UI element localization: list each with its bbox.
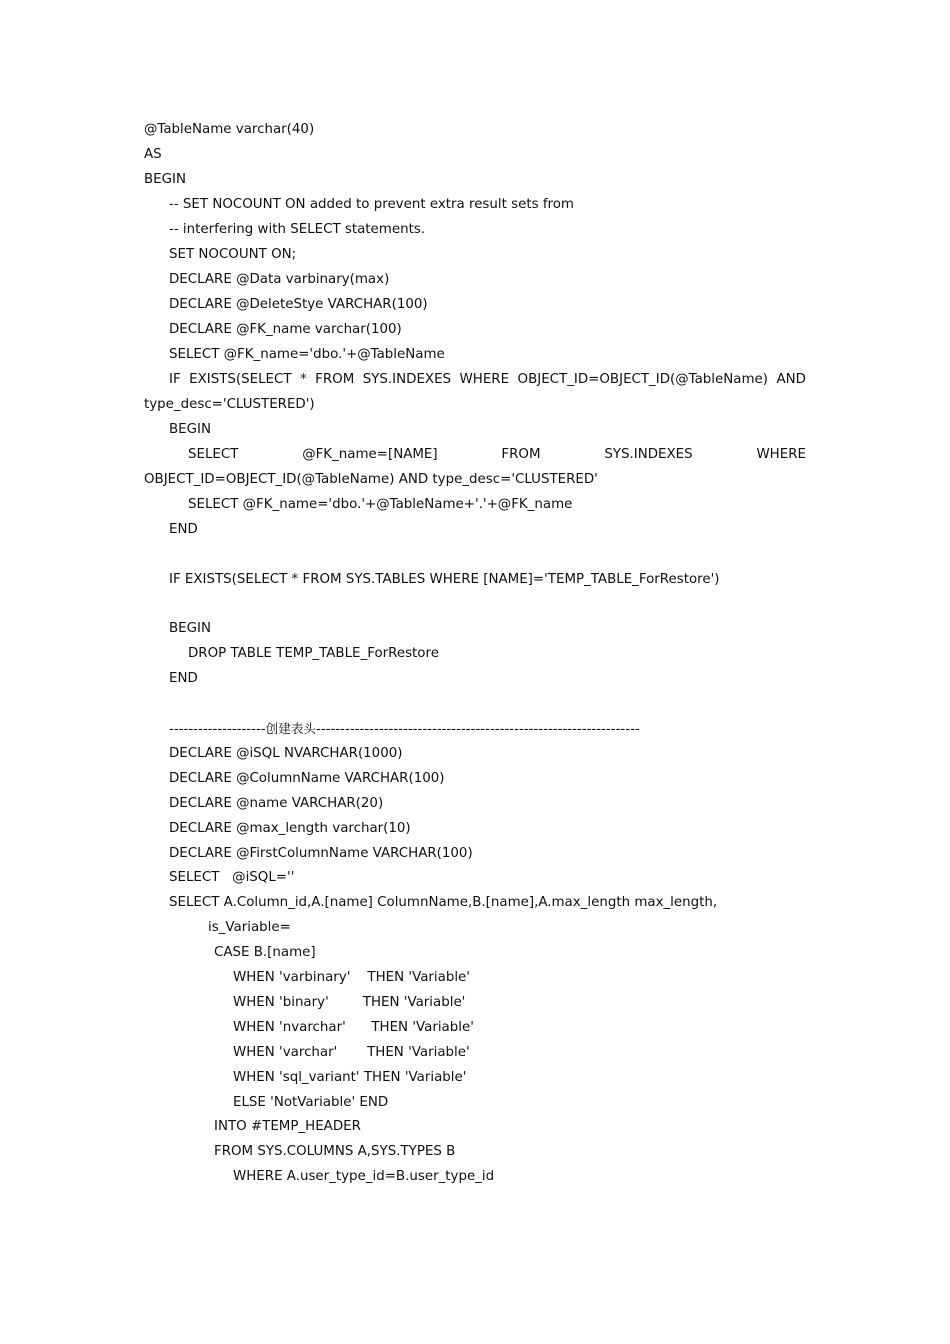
code-line-begin-drop: BEGIN: [169, 621, 211, 636]
code-line-set-nocount: SET NOCOUNT ON;: [169, 247, 297, 262]
code-line-begin: BEGIN: [144, 172, 186, 187]
code-line-select-columns: SELECT A.Column_id,A.[name] ColumnName,B.[name],A.max_length max_length,: [169, 895, 718, 910]
code-line-else: ELSE 'NotVariable' END: [233, 1095, 389, 1110]
code-line-is-variable: is_Variable=: [208, 920, 291, 935]
code-word: SELECT: [188, 447, 239, 462]
code-line-when-nvarchar: WHEN 'nvarchar' THEN 'Variable': [233, 1020, 474, 1035]
code-line-case: CASE B.[name]: [214, 945, 316, 960]
divider-dashes-left: --------------------: [169, 722, 266, 737]
code-word: EXISTS(SELECT: [189, 372, 292, 387]
code-word: WHERE: [459, 372, 510, 387]
code-line-begin-inner: BEGIN: [169, 422, 211, 437]
code-line-from-sys-columns: FROM SYS.COLUMNS A,SYS.TYPES B: [214, 1144, 456, 1159]
code-word: *: [300, 372, 307, 387]
divider-dashes-right: -------------------------------------------------------------------: [316, 722, 640, 737]
code-comment-nocount: -- SET NOCOUNT ON added to prevent extra result sets from: [169, 197, 574, 212]
code-line-declare-data: DECLARE @Data varbinary(max): [169, 272, 390, 287]
code-line-object-id-clustered: OBJECT_ID=OBJECT_ID(@TableName) AND type_desc='CLUSTERED': [144, 472, 598, 487]
code-line-when-varbinary: WHEN 'varbinary' THEN 'Variable': [233, 970, 470, 985]
code-line-end-inner: END: [169, 522, 198, 537]
code-word: IF: [169, 372, 181, 387]
code-word: SYS.INDEXES: [362, 372, 452, 387]
code-line-declare-fk-name: DECLARE @FK_name varchar(100): [169, 322, 402, 337]
code-line-into-temp-header: INTO #TEMP_HEADER: [214, 1119, 361, 1134]
code-line-when-sql-variant: WHEN 'sql_variant' THEN 'Variable': [233, 1070, 467, 1085]
code-word: OBJECT_ID=OBJECT_ID(@TableName): [517, 372, 768, 387]
code-line-select-fk-name: SELECT @FK_name='dbo.'+@TableName: [169, 347, 445, 362]
code-word: SYS.INDEXES: [604, 447, 693, 462]
code-line-declare-max-length: DECLARE @max_length varchar(10): [169, 821, 411, 836]
code-section-divider: [169, 720, 640, 738]
code-line-type-desc-clustered: type_desc='CLUSTERED'): [144, 397, 315, 412]
code-line-tablename-param: @TableName varchar(40): [144, 122, 315, 137]
code-line-where-user-type: WHERE A.user_type_id=B.user_type_id: [233, 1169, 495, 1184]
code-line-end-drop: END: [169, 671, 198, 686]
code-word: @FK_name=[NAME]: [302, 447, 438, 462]
code-word: WHERE: [756, 447, 806, 462]
code-line-declare-deletestye: DECLARE @DeleteStye VARCHAR(100): [169, 297, 428, 312]
code-line-if-exists-tables: IF EXISTS(SELECT * FROM SYS.TABLES WHERE [NAME]='TEMP_TABLE_ForRestore'): [169, 572, 720, 587]
code-line-drop-table: DROP TABLE TEMP_TABLE_ForRestore: [188, 646, 439, 661]
code-line-declare-isql: DECLARE @iSQL NVARCHAR(1000): [169, 746, 403, 761]
code-line-select-fk-from-indexes: [188, 446, 806, 464]
code-line-when-binary: WHEN 'binary' THEN 'Variable': [233, 995, 466, 1010]
code-line-select-fk-concat: SELECT @FK_name='dbo.'+@TableName+'.'+@FK_name: [188, 497, 573, 512]
code-word: FROM: [315, 372, 355, 387]
code-line-declare-columnname: DECLARE @ColumnName VARCHAR(100): [169, 771, 445, 786]
code-word: FROM: [501, 447, 541, 462]
code-line-select-isql: SELECT @iSQL='': [169, 870, 295, 885]
code-comment-interfering: -- interfering with SELECT statements.: [169, 222, 426, 237]
code-line-declare-name: DECLARE @name VARCHAR(20): [169, 796, 384, 811]
code-line-if-exists-indexes: [169, 371, 806, 389]
divider-title: 创建表头: [265, 721, 317, 736]
code-line-as: AS: [144, 147, 162, 162]
code-line-when-varchar: WHEN 'varchar' THEN 'Variable': [233, 1045, 470, 1060]
code-line-declare-firstcolumnname: DECLARE @FirstColumnName VARCHAR(100): [169, 846, 473, 861]
code-word: AND: [776, 372, 806, 387]
